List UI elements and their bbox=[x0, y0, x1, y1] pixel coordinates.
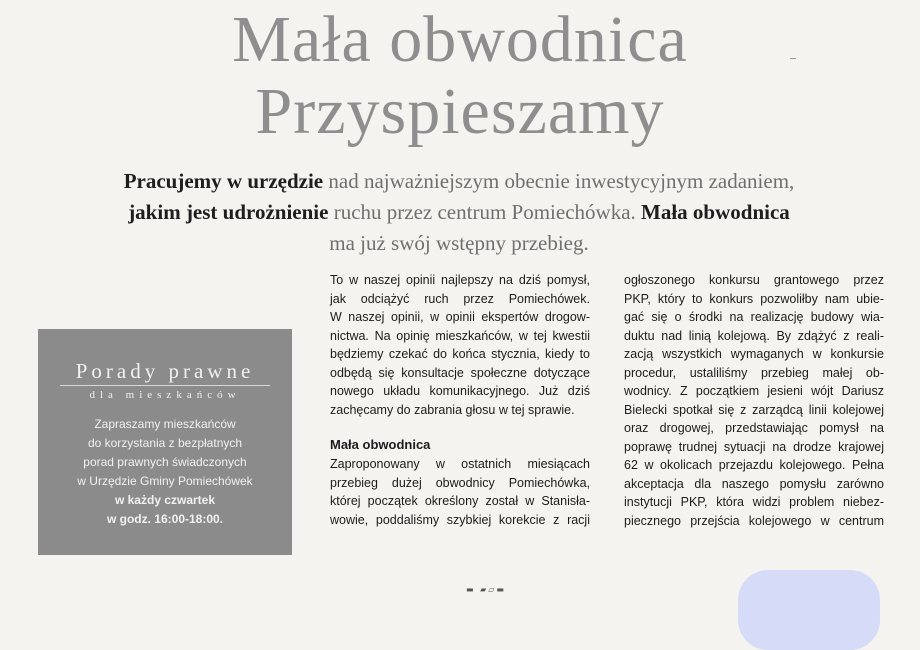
paragraph bbox=[330, 455, 590, 529]
text-line: gać się o środki na realizację budowy wia- bbox=[624, 310, 884, 324]
decorative-mark bbox=[790, 58, 796, 59]
text-line: wodnicy. Z początkiem jesieni wójt Dariusz bbox=[624, 384, 884, 398]
legal-advice-line: Zapraszamy mieszkańców bbox=[94, 417, 236, 431]
article-column-1 bbox=[330, 271, 590, 529]
text-line: Zaproponowany w ostatnich miesiącach bbox=[330, 457, 590, 471]
article-subheading: Mała obwodnica bbox=[330, 437, 431, 452]
text-line: 62 w okolicach przejazdu kolejowego. Pełna bbox=[624, 458, 884, 472]
lead-part: swój wstępny przebieg. bbox=[391, 231, 589, 255]
text-line: zacją wszystkich wymaganych w konkursie bbox=[624, 347, 884, 361]
text-line: oraz drogowej, przedstawiając pomysł na bbox=[624, 421, 884, 435]
text-line: W naszej opinii, w opinii ekspertów drogow- bbox=[330, 310, 590, 324]
legal-advice-day: w każdy czwartek bbox=[114, 493, 216, 507]
text-line: nictwa. Na opinię mieszkańców, w tej kwestii bbox=[330, 328, 590, 343]
lead-part: nad najważniejszym obecnie inwestycyjnym zadaniem, bbox=[328, 169, 795, 193]
text-line: PKP, który to konkurs pozwoliłby nam ubie- bbox=[624, 291, 884, 306]
text-line: ogłoszonego konkursu grantowego przez bbox=[624, 273, 884, 287]
legal-advice-line: w Urzędzie Gminy Pomiechówek bbox=[77, 474, 253, 488]
article-lead bbox=[28, 166, 890, 259]
legal-advice-box bbox=[38, 329, 292, 555]
lead-part: Mała obwodnica bbox=[641, 200, 790, 224]
text-line: przebieg dużej obwodnicy Pomiechówka, bbox=[330, 475, 590, 490]
page-ornament: ▬ ▰▱▬ bbox=[466, 585, 506, 594]
lead-part: Pracujemy w urzędzie bbox=[123, 169, 324, 193]
text-line: jak odciążyć ruch przez Pomiechówek. bbox=[330, 291, 590, 306]
legal-advice-subtitle: dla mieszkańców bbox=[60, 385, 270, 403]
text-line: To w naszej opinii najlepszy na dziś pomysł, bbox=[330, 273, 590, 287]
text-line: nowego układu komunikacyjnego. Już dziś bbox=[330, 384, 590, 398]
article-title-line-2: Przyspieszamy bbox=[255, 75, 665, 148]
article-title-line-1: Mała obwodnica bbox=[232, 3, 688, 76]
text-line: instytucji PKP, która widzi problem niebez- bbox=[624, 495, 884, 509]
article-column-2 bbox=[624, 271, 884, 530]
text-line: odbędą się konsultacje społeczne dotyczące bbox=[330, 365, 590, 380]
text-line: wowie, poddaliśmy szybkiej korekcie z racji bbox=[330, 512, 590, 527]
text-line: duktu nad linią kolejową. By zdążyć z reali- bbox=[624, 328, 884, 343]
text-line: której początek określony został w Stanisła- bbox=[330, 494, 590, 508]
legal-advice-line: do korzystania z bezpłatnych bbox=[87, 436, 243, 450]
legal-advice-body bbox=[38, 415, 292, 529]
lead-part: ma już bbox=[329, 231, 386, 255]
paragraph bbox=[330, 271, 590, 419]
scan-artifact bbox=[738, 570, 880, 650]
text-line: Bielecki spotkał się z zarządcą linii kolejowej bbox=[624, 402, 884, 417]
text-line: zachęcamy do zabrania głosu w tej sprawie. bbox=[330, 402, 575, 417]
text-line: piecznego przejścia kolejowego w centrum bbox=[624, 513, 884, 528]
text-line: akceptacja dla naszego pomysłu zarówno bbox=[624, 476, 884, 491]
legal-advice-line: porad prawnych świadczonych bbox=[83, 455, 247, 469]
text-line: procedur, ustaliliśmy przebieg małej ob- bbox=[624, 365, 884, 380]
lead-part: ruchu przez centrum Pomiechówka. bbox=[333, 200, 636, 224]
lead-part: jakim jest udrożnienie bbox=[128, 200, 329, 224]
text-line: będziemy czekać do końca stycznia, kiedy to bbox=[330, 347, 590, 361]
paragraph bbox=[624, 271, 884, 530]
text-line: poprawę trudnej sytuacji na drodze krajowej bbox=[624, 439, 884, 454]
legal-advice-hours: w godz. 16:00-18:00. bbox=[106, 512, 224, 526]
legal-advice-title: Porady prawne bbox=[75, 359, 255, 383]
